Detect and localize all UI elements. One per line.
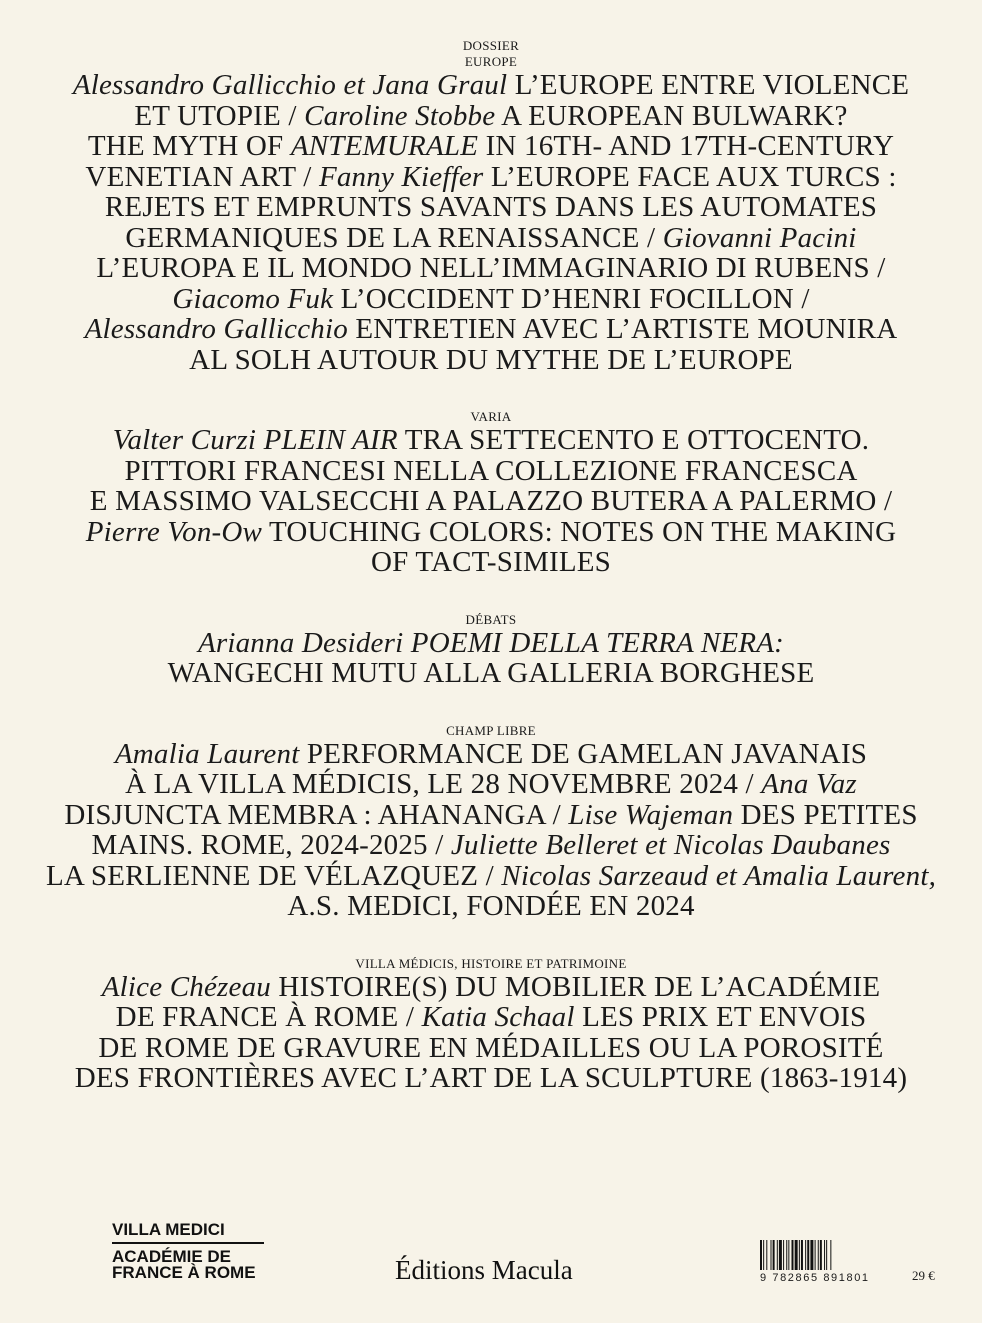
- section-2: [40, 409, 942, 578]
- text-line: [40, 162, 942, 193]
- roman-segment: VENETIAN ART /: [85, 160, 319, 193]
- barcode-bar: [830, 1240, 831, 1270]
- text-line: [40, 658, 942, 689]
- barcode-bar: [799, 1240, 800, 1270]
- roman-segment: DES FRONTIÈRES AVEC L’ART DE LA SCULPTURE (1863-1914): [74, 1062, 908, 1094]
- roman-segment: E MASSIMO VALSECCHI A PALAZZO BUTERA A PALERMO /: [89, 485, 893, 517]
- italic-segment: Valter Curzi PLEIN AIR: [112, 424, 398, 456]
- section-label: [40, 409, 942, 425]
- section-label-line: EUROPE: [464, 54, 518, 69]
- italic-segment: Arianna Desideri POEMI DELLA TERRA NERA:: [197, 626, 785, 659]
- publisher-name: Éditions Macula: [395, 1255, 573, 1285]
- section-body: [40, 972, 942, 1094]
- barcode-bar: [773, 1240, 775, 1270]
- roman-segment: PITTORI FRANCESI NELLA COLLEZIONE FRANCESCA: [124, 454, 858, 487]
- text-line: [40, 1033, 942, 1064]
- text-line: [40, 517, 942, 548]
- barcode-bar: [805, 1240, 806, 1270]
- roman-segment: PERFORMANCE DE GAMELAN JAVANAIS: [299, 737, 868, 770]
- isbn-number: 9 782865 891801: [760, 1272, 870, 1284]
- barcode-bar: [810, 1240, 813, 1270]
- text-line: [40, 192, 942, 223]
- section-label: [40, 612, 942, 628]
- text-line: [40, 1063, 942, 1094]
- roman-segment: MAINS. ROME, 2024-2025 /: [91, 829, 451, 861]
- roman-segment: HISTOIRE(S) DU MOBILIER DE L’ACADÉMIE: [270, 970, 881, 1003]
- barcode-bar: [779, 1240, 782, 1270]
- barcode-bar: [801, 1240, 803, 1270]
- section-label-line: CHAMP LIBRE: [446, 722, 536, 738]
- text-line: [40, 223, 942, 254]
- text-line: [40, 101, 942, 132]
- roman-segment: LA SERLIENNE DE VÉLAZQUEZ /: [45, 859, 502, 892]
- italic-segment: Giacomo Fuk: [172, 282, 334, 315]
- barcode-bar: [783, 1240, 784, 1270]
- section-5: [40, 956, 942, 1094]
- villa-medici-logo: [112, 1222, 264, 1281]
- logo-line-3: FRANCE À ROME: [112, 1262, 256, 1282]
- barcode-bar: [820, 1240, 822, 1270]
- italic-segment: Fanny Kieffer: [318, 160, 484, 193]
- text-line: [40, 861, 942, 892]
- text-line: [40, 800, 942, 831]
- text-line: [40, 972, 942, 1003]
- text-line: [40, 628, 942, 659]
- section-4: [40, 723, 942, 922]
- italic-segment: Amalia Laurent: [114, 737, 300, 770]
- section-label-line: DOSSIER: [462, 38, 520, 53]
- italic-segment: Lise Wajeman: [568, 798, 734, 831]
- barcode-bar: [815, 1240, 816, 1270]
- roman-segment: A.S. MEDICI, FONDÉE EN 2024: [287, 890, 695, 922]
- section-body: [40, 70, 942, 375]
- section-body: [40, 628, 942, 689]
- italic-segment: Alessandro Gallicchio: [84, 313, 348, 345]
- barcode-bar: [824, 1240, 825, 1270]
- roman-segment: À LA VILLA MÉDICIS, LE 28 NOVEMBRE 2024 /: [125, 768, 762, 800]
- text-line: [40, 253, 942, 284]
- section-label: [40, 38, 942, 70]
- section-label: [40, 723, 942, 739]
- barcode-bar: [818, 1240, 819, 1270]
- contents-list: [40, 38, 942, 1094]
- text-line: [40, 547, 942, 578]
- roman-segment: ENTRETIEN AVEC L’ARTISTE MOUNIRA: [347, 313, 898, 345]
- italic-segment: Giovanni Pacini: [662, 221, 857, 254]
- roman-segment: OF TACT-SIMILES: [371, 546, 611, 578]
- text-line: [40, 70, 942, 101]
- section-label: [40, 956, 942, 972]
- roman-segment: ET UTOPIE /: [134, 99, 305, 132]
- text-line: [40, 486, 942, 517]
- italic-segment: Nicolas Sarzeaud et Amalia Laurent,: [501, 859, 937, 892]
- roman-segment: TOUCHING COLORS: NOTES ON THE MAKING: [262, 515, 897, 548]
- barcode-bar: [807, 1240, 809, 1270]
- roman-segment: AL SOLH AUTOUR DU MYTHE DE L’EUROPE: [189, 343, 793, 376]
- barcode-bar: [763, 1240, 764, 1270]
- text-line: [40, 456, 942, 487]
- text-line: [40, 314, 942, 345]
- text-line: [40, 425, 942, 456]
- barcode-bar: [826, 1240, 827, 1270]
- barcode-bar: [786, 1240, 787, 1270]
- roman-segment: IN 16TH- AND 17TH-CENTURY: [478, 130, 895, 162]
- barcode-bar: [771, 1240, 772, 1270]
- logo-line-1: VILLA MEDICI: [112, 1220, 225, 1239]
- barcode-bar: [766, 1240, 767, 1270]
- italic-segment: Alice Chézeau: [101, 970, 271, 1003]
- italic-segment: Juliette Belleret et Nicolas Daubanes: [450, 829, 891, 861]
- logo-rule: [112, 1242, 264, 1244]
- roman-segment: THE MYTH OF: [87, 130, 291, 162]
- text-line: [40, 891, 942, 922]
- barcode-bar: [777, 1240, 778, 1270]
- roman-segment: WANGECHI MUTU ALLA GALLERIA BORGHESE: [167, 657, 815, 689]
- italic-segment: Ana Vaz: [761, 768, 857, 800]
- section-1: [40, 38, 942, 375]
- barcode-bars: [760, 1240, 868, 1270]
- section-label-line: VARIA: [470, 409, 512, 424]
- roman-segment: TRA SETTECENTO E OTTOCENTO.: [397, 424, 870, 456]
- roman-segment: L’EUROPA E IL MONDO NELL’IMMAGINARIO DI RUBENS /: [96, 252, 886, 284]
- roman-segment: L’EUROPE ENTRE VIOLENCE: [507, 69, 910, 101]
- price: 29 €: [912, 1268, 935, 1283]
- barcode-bar: [788, 1240, 789, 1270]
- italic-segment: Alessandro Gallicchio et Jana Graul: [72, 69, 508, 101]
- roman-segment: DE ROME DE GRAVURE EN MÉDAILLES OU LA POROSITÉ: [98, 1031, 884, 1064]
- italic-segment: ANTEMURALE: [290, 130, 479, 162]
- barcode-bar: [792, 1240, 794, 1270]
- roman-segment: LES PRIX ET ENVOIS: [574, 1001, 867, 1033]
- section-3: [40, 612, 942, 689]
- roman-segment: DES PETITES: [733, 798, 918, 831]
- barcode: [760, 1240, 868, 1284]
- roman-segment: DE FRANCE À ROME /: [115, 1001, 422, 1033]
- text-line: [40, 345, 942, 376]
- logo-line-2: ACADÉMIE DE: [112, 1246, 232, 1266]
- text-line: [40, 830, 942, 861]
- italic-segment: Caroline Stobbe: [304, 99, 496, 132]
- italic-segment: Pierre Von-Ow: [85, 515, 263, 548]
- section-label-line: VILLA MÉDICIS, HISTOIRE ET PATRIMOINE: [355, 955, 627, 971]
- roman-segment: GERMANIQUES DE LA RENAISSANCE /: [125, 221, 663, 254]
- text-line: [40, 1002, 942, 1033]
- section-label-line: DÉBATS: [465, 611, 517, 627]
- section-body: [40, 425, 942, 578]
- italic-segment: Katia Schaal: [421, 1001, 575, 1033]
- section-body: [40, 739, 942, 922]
- roman-segment: DISJUNCTA MEMBRA : AHANANGA /: [64, 798, 569, 831]
- roman-segment: REJETS ET EMPRUNTS SAVANTS DANS LES AUTOMATES: [104, 191, 878, 223]
- roman-segment: L’OCCIDENT D’HENRI FOCILLON /: [333, 282, 810, 315]
- text-line: [40, 739, 942, 770]
- text-line: [40, 284, 942, 315]
- roman-segment: L’EUROPE FACE AUX TURCS :: [483, 160, 897, 193]
- roman-segment: A EUROPEAN BULWARK?: [495, 99, 848, 132]
- barcode-bar: [760, 1240, 762, 1270]
- text-line: [40, 131, 942, 162]
- barcode-bar: [795, 1240, 798, 1270]
- text-line: [40, 769, 942, 800]
